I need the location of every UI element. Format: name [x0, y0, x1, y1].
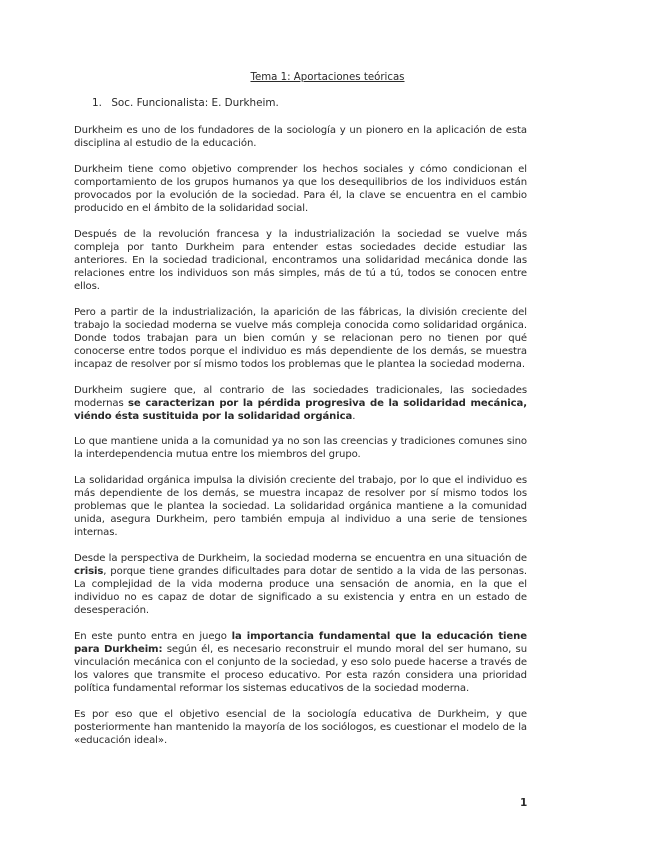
bold-text: crisis: [74, 566, 104, 578]
paragraph: [74, 228, 527, 293]
paragraph: [74, 124, 527, 150]
paragraph: [74, 552, 527, 617]
paragraph-text: Es por eso que el objetivo esencial de la sociología educativa de Durkheim, y que posteriormente han mantenido la mayoría de los sociólogos, es cuestionar el modelo de la «educación ideal».: [74, 708, 527, 747]
paragraph-text: La solidaridad orgánica impulsa la división creciente del trabajo, por lo que el individuo es más dependiente de los demás, se muestra incapaz de resolver por sí mismo todos los problemas que le plantea la sociedad. La solidaridad orgánica mantiene a la comunidad unida, asegura Durkheim, pero también empuja al individuo a una serie de tensiones internas.: [74, 474, 527, 539]
paragraph: [74, 708, 527, 747]
paragraph-text: En este punto entra en juego: [74, 630, 232, 642]
paragraph-text: Durkheim tiene como objetivo comprender los hechos sociales y cómo condicionan el comportamiento de los grupos humanos ya que los desequilibrios de los individuos están provocados por la evolución de la sociedad. Para él, la clave se encuentra en el cambio producido en el ámbito de la solidaridad social.: [74, 163, 527, 214]
section-heading: [92, 97, 279, 109]
paragraph-text: Después de la revolución francesa y la industrialización la sociedad se vuelve más compleja por tanto Durkheim para entender estas sociedades decide estudiar las anteriores. En la sociedad tradicional, encontramos una solidaridad mecánica donde las relaciones entre los individuos son más simples, más de tú a tú, todos se conocen entre ellos.: [74, 228, 527, 292]
paragraph: [74, 474, 527, 539]
page-number: 1: [520, 797, 528, 809]
bold-text: la importancia fundamental que la educación tiene para Durkheim:: [74, 630, 527, 655]
paragraph: [74, 163, 527, 215]
paragraph: [74, 306, 527, 371]
paragraph-text: , porque tiene grandes dificultades para dotar de sentido a la vida de las personas. La complejidad de la vida moderna produce una sensación de anomia, en la que el individuo no es capaz de dotar de significado a su existencia y entra en un estado de desesperación.: [74, 566, 527, 617]
bold-text: se caracterizan por la pérdida progresiva de la solidaridad mecánica, viéndo ésta sustituida por la solidaridad orgánica: [74, 397, 527, 422]
section-heading-text: Soc. Funcionalista: E. Durkheim.: [111, 97, 279, 109]
paragraph-text: .: [352, 410, 356, 422]
paragraph-text: Durkheim sugiere que, al contrario de las sociedades tradicionales, las sociedades modernas: [74, 384, 527, 409]
document-title: Tema 1: Aportaciones teóricas: [250, 72, 405, 83]
paragraph-text: según él, es necesario reconstruir el mundo moral del ser humano, su vinculación mecánica con el conjunto de la sociedad, y eso solo puede hacerse a través de los valores que transmite el proceso educativo. Por esta razón considera una prioridad política fundamental reformar los sistemas educativos de la sociedad moderna.: [74, 644, 528, 695]
document-body: [74, 124, 527, 760]
section-number: 1.: [92, 97, 102, 109]
paragraph: [74, 435, 527, 461]
paragraph-text: Desde la perspectiva de Durkheim, la sociedad moderna se encuentra en una situación de: [74, 552, 527, 564]
paragraph: [74, 630, 527, 695]
paragraph-text: Pero a partir de la industrialización, la aparición de las fábricas, la división creciente del trabajo la sociedad moderna se vuelve más compleja conocida como solidaridad orgánica. Donde todos trabajan para un bien común y se relacionan pero no tienen por qué conocerse entre todos porque el individuo es más dependiente de los demás, se muestra incapaz de resolver por sí mismo todos los problemas que le plantea la sociedad moderna.: [74, 306, 527, 370]
paragraph-text: Durkheim es uno de los fundadores de la sociología y un pionero en la aplicación de esta disciplina al estudio de la educación.: [74, 125, 527, 150]
paragraph: [74, 384, 527, 423]
paragraph-text: Lo que mantiene unida a la comunidad ya no son las creencias y tradiciones comunes sino la interdependencia mutua entre los miembros del grupo.: [74, 436, 527, 461]
